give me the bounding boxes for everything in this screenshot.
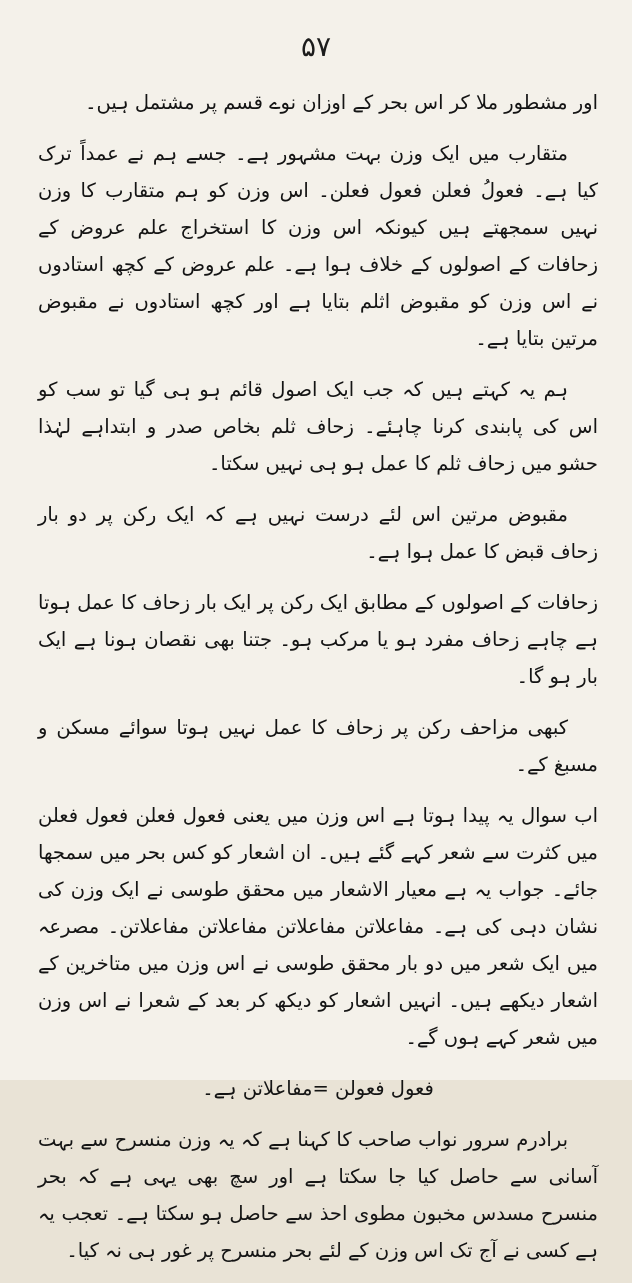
paragraph: کبھی مزاحف رکن پر زحاف کا عمل نہیں ہوتا سوائے مسکن و مسبغ کے۔ <box>38 716 598 776</box>
paragraph: اور مشطور ملا کر اس بحر کے اوزان نوے قسم پر مشتمل ہیں۔ <box>85 91 598 114</box>
page-number: ۵۷ <box>300 30 332 63</box>
paragraph: برادرم سرور نواب صاحب کا کہنا ہے کہ یہ وزن منسرح سے بہت آسانی سے حاصل کیا جا سکتا ہے اور سچ بھی یہی ہے کہ بحر منسرح مسدس مخبون مطوی احذ سے حاصل ہو سکتا ہے۔ تعجب یہ ہے کسی نے آج تک اس وزن کے لئے بحر منسرح پر غور ہی نہ کیا۔ <box>38 1128 598 1262</box>
formula-line: فعول فعولن =مفاعلاتن ہے۔ <box>202 1077 434 1100</box>
paragraph: زحافات کے اصولوں کے مطابق ایک رکن پر ایک بار زحاف کا عمل ہوتا ہے چاہے زحاف مفرد ہو یا مرکب ہو۔ جتنا بھی نقصان ہونا ہے ایک بار ہو گا۔ <box>38 591 598 688</box>
paragraph: متقارب میں ایک وزن بہت مشہور ہے۔ جسے ہم نے عمداً ترک کیا ہے۔ فعولُ فعلن فعول فعلن۔ اس وزن کو ہم متقارب کا وزن نہیں سمجھتے ہیں کیونکہ اس وزن کا استخراج علم عروض کے زحافات کے اصولوں کے خلاف ہوا ہے۔ علم عروض کے کچھ استادوں نے اس وزن کو مقبوض اثلم بتایا ہے اور کچھ استادوں نے مقبوض مرتین بتایا ہے۔ <box>38 142 598 350</box>
paragraph: مقبوض مرتین اس لئے درست نہیں ہے کہ ایک رکن پر دو بار زحاف قبض کا عمل ہوا ہے۔ <box>38 503 598 563</box>
paragraph: ہم یہ کہتے ہیں کہ جب ایک اصول قائم ہو ہی گیا تو سب کو اس کی پابندی کرنا چاہئے۔ زحاف ثلم بخاص صدر و ابتداہے لہٰذا حشو میں زحاف ثلم کا عمل ہو ہی نہیں سکتا۔ <box>38 378 598 475</box>
paragraph: اب سوال یہ پیدا ہوتا ہے اس وزن میں یعنی فعول فعلن فعول فعلن میں کثرت سے شعر کہے گئے ہیں۔ ان اشعار کو کس بحر میں سمجھا جائے۔ جواب یہ ہے معیار الاشعار میں محقق طوسی نے ایک وزن کی نشان دہی کی ہے۔ مفاعلاتن مفاعلاتن مفاعلاتن مفاعلاتن۔ مصرعہ میں ایک شعر میں دو بار محقق طوسی نے اس وزن میں متاخرین کے اشعار دیکھے ہیں۔ انہیں اشعار کو دیکھ کر بعد کے شعرا نے اس وزن میں شعر کہے ہوں گے۔ <box>38 804 598 1049</box>
page-body-text <box>38 84 598 1283</box>
